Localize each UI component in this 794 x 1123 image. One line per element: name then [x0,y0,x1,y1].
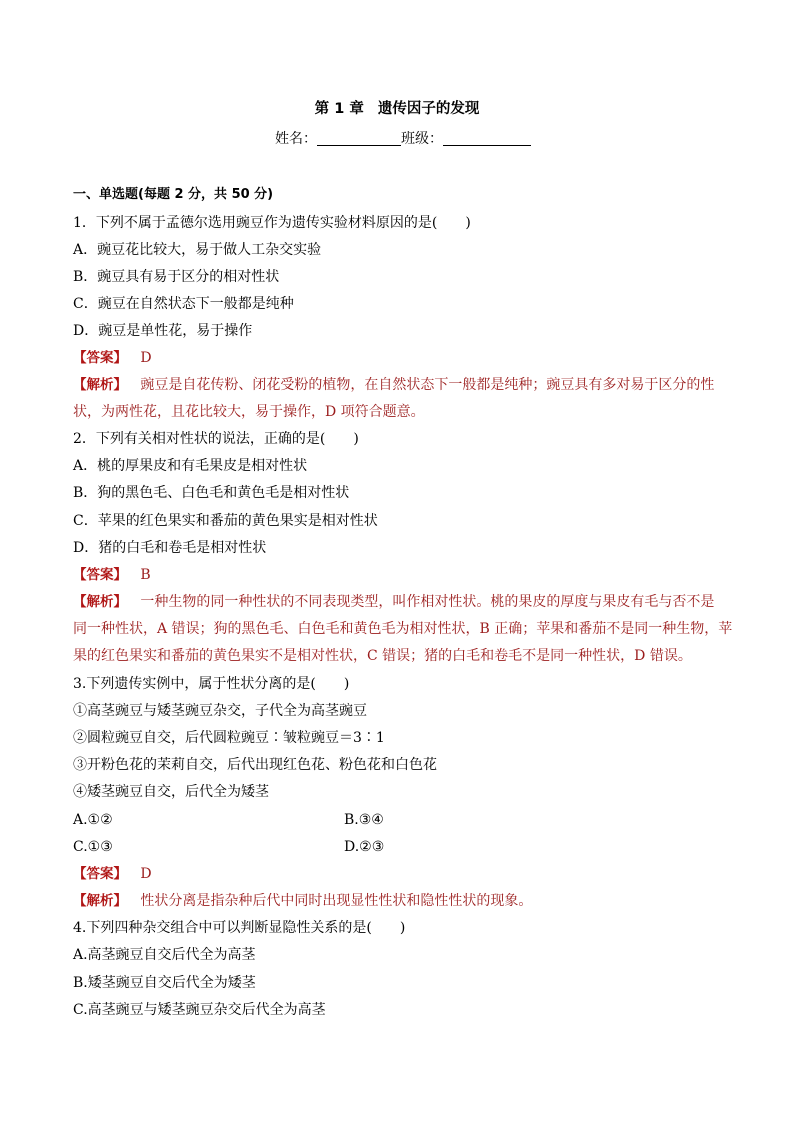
question-1-analysis-line-1 [73,377,714,393]
question-3-option-a: A.①② [73,812,113,828]
section-heading: 一、单选题(每题 2 分，共 50 分) [73,187,274,202]
question-4-option-b: B.矮茎豌豆自交后代全为矮茎 [73,975,256,991]
question-1-option-d: D．豌豆是单性花，易于操作 [73,323,253,339]
question-1-answer [73,350,152,366]
class-label: 班级： [401,131,443,147]
question-3-stem: 3.下列遗传实例中，属于性状分离的是( ) [73,676,350,692]
class-blank[interactable] [443,131,531,146]
question-3-item-1: ①高茎豌豆与矮茎豌豆杂交，子代全为高茎豌豆 [73,703,367,719]
question-1-option-a: A．豌豆花比较大，易于做人工杂交实验 [73,242,322,258]
answer-label: 【答案】 [73,567,127,583]
question-3-analysis-line-1 [73,893,532,909]
question-2-analysis-line-1 [73,594,714,610]
question-2-analysis-line-3: 果的红色果实和番茄的黄色果实不是相对性状，C 错误；猪的白毛和卷毛不是同一种性状，D 错误。 [73,648,692,664]
title-text: 遗传因子的发现 [377,101,480,117]
analysis-text: 一种生物的同一种性状的不同表现类型，叫作相对性状。桃的果皮的厚度与果皮有毛与否不是 [140,594,715,610]
analysis-label: 【解析】 [73,377,127,393]
question-3-answer [73,866,152,882]
name-class-line [275,128,531,148]
question-4-stem: 4.下列四种杂交组合中可以判断显隐性关系的是( ) [73,920,406,936]
question-1-stem: 1．下列不属于孟德尔选用豌豆作为遗传实验材料原因的是( ) [73,215,471,231]
question-3-item-4: ④矮茎豌豆自交，后代全为矮茎 [73,784,269,800]
question-2-option-b: B．狗的黑色毛、白色毛和黄色毛是相对性状 [73,485,350,501]
question-1-option-b: B．豌豆具有易于区分的相对性状 [73,269,280,285]
question-3-option-b: B.③④ [344,812,384,828]
question-2-analysis-line-2: 同一种性状，A 错误；狗的黑色毛、白色毛和黄色毛为相对性状，B 正确；苹果和番茄不是同一种生物，苹 [73,621,733,637]
analysis-text: 豌豆是自花传粉、闭花受粉的植物，在自然状态下一般都是纯种；豌豆具有多对易于区分的性 [140,377,715,393]
question-2-stem: 2．下列有关相对性状的说法，正确的是( ) [73,431,359,447]
question-3-option-d: D.②③ [344,839,385,855]
question-1-analysis-line-2: 状，为两性花，且花比较大，易于操作，D 项符合题意。 [73,404,425,420]
question-3-item-2: ②圆粒豌豆自交，后代圆粒豌豆∶皱粒豌豆＝3∶1 [73,730,385,746]
question-3-item-3: ③开粉色花的茉莉自交，后代出现红色花、粉色花和白色花 [73,757,437,773]
question-4-option-c: C.高茎豌豆与矮茎豌豆杂交后代全为高茎 [73,1002,326,1018]
question-3-option-c: C.①③ [73,839,113,855]
analysis-label: 【解析】 [73,893,127,909]
question-2-option-a: A．桃的厚果皮和有毛果皮是相对性状 [73,458,308,474]
answer-value: D [140,350,152,366]
answer-value: D [140,866,152,882]
question-4-option-a: A.高茎豌豆自交后代全为高茎 [73,947,256,963]
name-blank[interactable] [317,131,401,146]
page-title [0,97,794,118]
question-2-option-d: D．猪的白毛和卷毛是相对性状 [73,540,267,556]
question-2-option-c: C．苹果的红色果实和番茄的黄色果实是相对性状 [73,513,378,529]
answer-value: B [140,567,151,583]
name-label: 姓名： [275,131,317,147]
question-2-answer [73,567,151,583]
title-chapter: 第 1 章 [314,101,364,117]
analysis-label: 【解析】 [73,594,127,610]
answer-label: 【答案】 [73,866,127,882]
analysis-text: 性状分离是指杂种后代中同时出现显性性状和隐性性状的现象。 [140,893,533,909]
question-1-option-c: C．豌豆在自然状态下一般都是纯种 [73,296,294,312]
answer-label: 【答案】 [73,350,127,366]
